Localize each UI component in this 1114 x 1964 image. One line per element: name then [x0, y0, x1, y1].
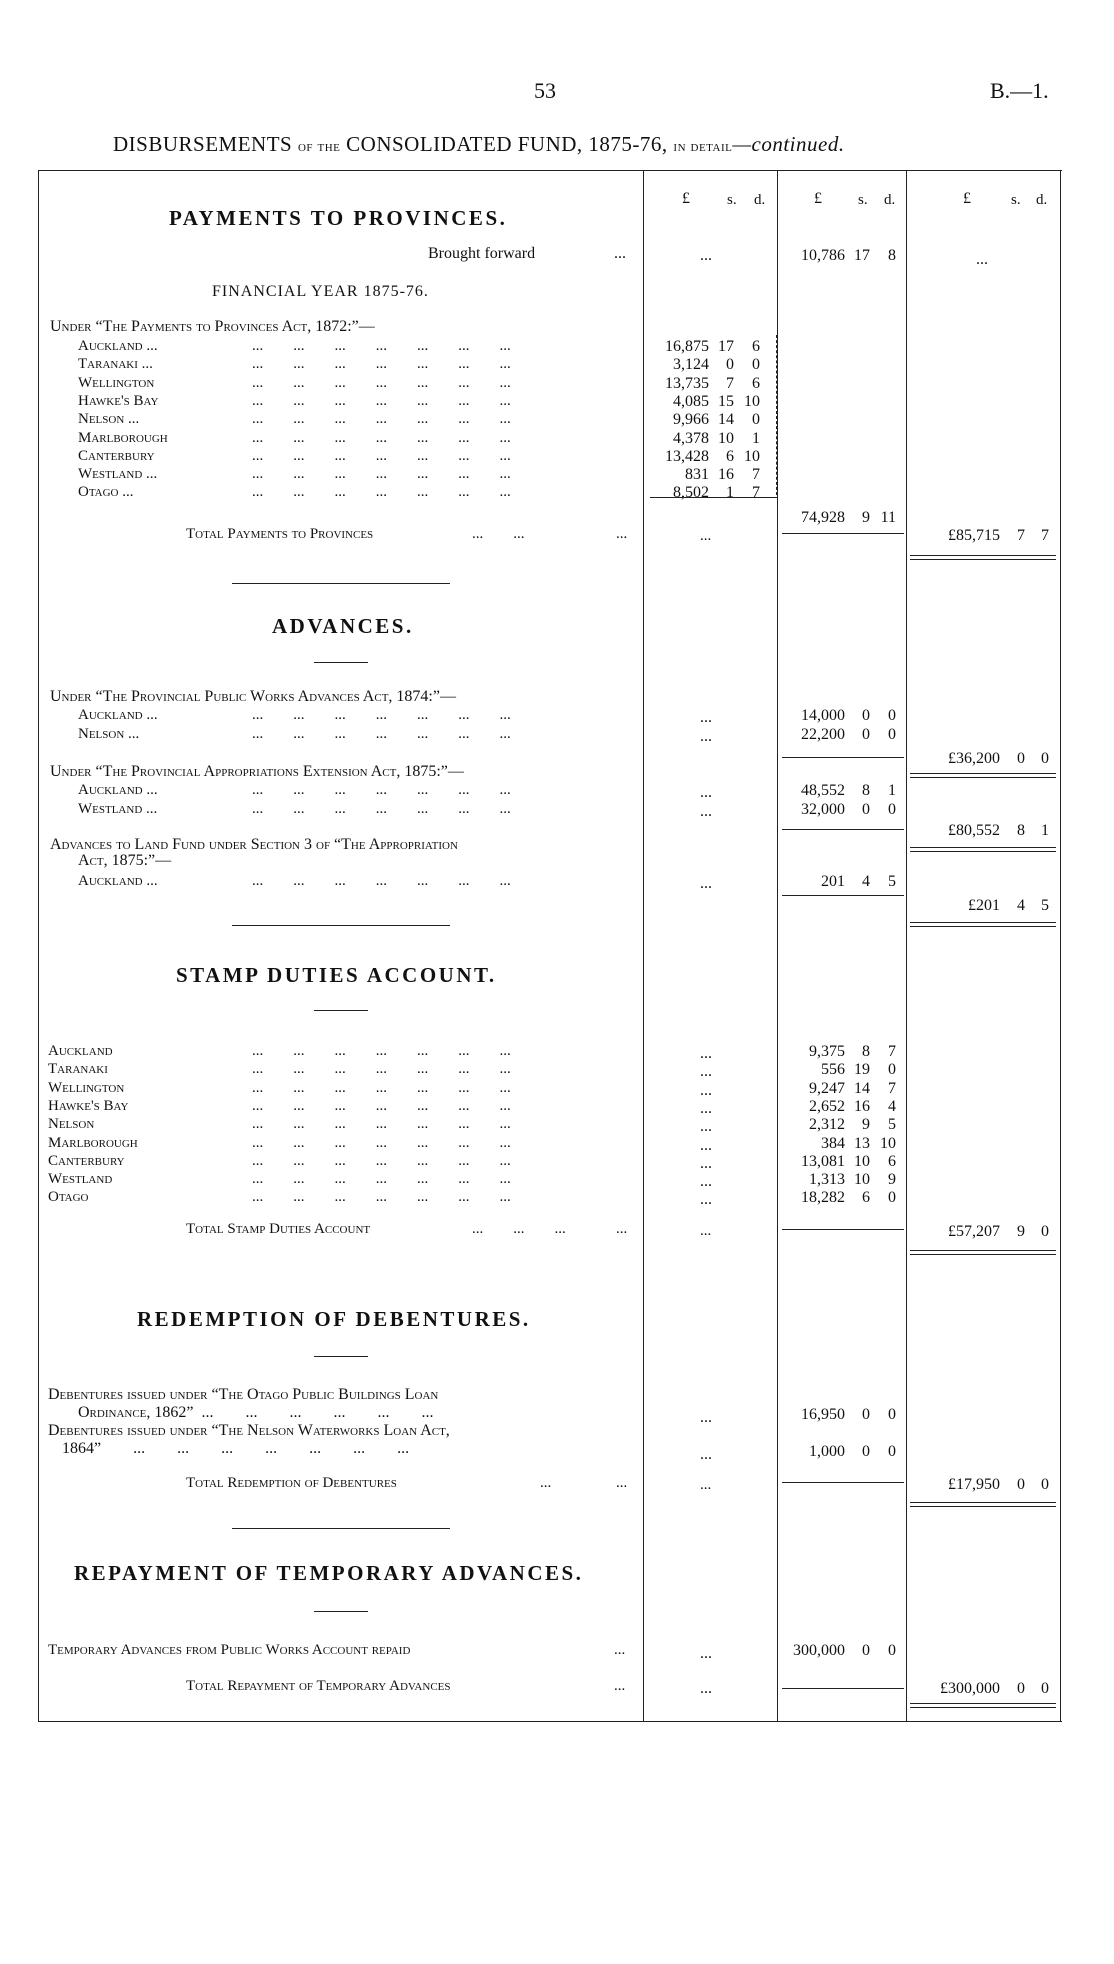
leader-dots: ... — [540, 1475, 552, 1491]
stamp-total-pence: 0 — [1041, 1223, 1049, 1240]
leader-dots: ... ... — [472, 526, 525, 542]
row-name: Auckland ... — [78, 873, 158, 889]
row-col1: ... — [700, 728, 712, 745]
amount-pence: 0 — [888, 707, 896, 724]
amount-pounds: 9,966 — [673, 411, 709, 428]
title-underline — [314, 1010, 368, 1011]
col1-shillings-header: s. — [727, 192, 737, 208]
col1-pence-header: d. — [754, 192, 766, 208]
row-col1: ... — [700, 1118, 712, 1135]
repayment-total-shillings: 0 — [1017, 1680, 1025, 1697]
province-name: Wellington — [78, 375, 155, 391]
section-title: REPAYMENT OF TEMPORARY ADVANCES. — [74, 1561, 584, 1585]
amount-pounds: 8,502 — [673, 484, 709, 501]
amount-pounds: 4,085 — [673, 393, 709, 410]
row-name: Taranaki — [48, 1061, 108, 1077]
province-subtotal-pence: 11 — [880, 509, 896, 526]
row-col1: ... — [700, 803, 712, 820]
section-divider — [232, 1528, 450, 1529]
amount-pounds: 556 — [821, 1061, 845, 1078]
page-title: DISBURSEMENTS of the CONSOLIDATED FUND, 1875-76, in detail—continued. — [113, 132, 845, 156]
advance-total1-pounds: £36,200 — [948, 750, 1000, 767]
financial-year-heading: FINANCIAL YEAR 1875-76. — [212, 283, 429, 300]
act-heading: Under “The Payments to Provinces Act, 1872:”— — [50, 318, 375, 335]
province-subtotal-pounds: 74,928 — [801, 509, 845, 526]
total-label: Total Repayment of Temporary Advances — [186, 1678, 451, 1694]
amount-pounds: 22,200 — [801, 726, 845, 743]
col2-pound-header: £ — [814, 190, 822, 207]
col3-shillings-header: s. — [1011, 192, 1021, 208]
act-heading-cont: Act, 1875:”— — [78, 852, 172, 869]
amount-pounds: 9,247 — [809, 1080, 845, 1097]
bracket-line — [776, 335, 777, 495]
title-underline — [314, 1611, 368, 1612]
amount-pounds: 16,875 — [665, 338, 709, 355]
total-rule — [782, 1688, 904, 1689]
total-label: Total Payments to Provinces — [186, 526, 374, 542]
leader-dots: ... ... ... ... ... ... ... — [252, 356, 511, 372]
row-name: Nelson — [48, 1116, 95, 1132]
row-col1: ... — [700, 1137, 712, 1154]
amount-pounds: 32,000 — [801, 801, 845, 818]
redemption-total-shillings: 0 — [1017, 1476, 1025, 1493]
leader-dots: ... ... ... ... ... ... ... — [252, 1116, 511, 1132]
amount-pence: 10 — [744, 448, 760, 465]
amount-pounds: 201 — [821, 873, 845, 890]
leader-dots: ... ... ... ... ... ... ... — [252, 1189, 511, 1205]
row-col1: ... — [700, 1173, 712, 1190]
leader-dots: ... ... ... ... ... ... ... — [252, 1135, 511, 1151]
debenture-row-2-pounds: 1,000 — [809, 1443, 845, 1460]
subtotal-rule — [650, 497, 777, 498]
amount-shillings: 14 — [718, 411, 734, 428]
province-total-shillings: 7 — [1017, 527, 1025, 544]
column-divider-3 — [906, 170, 907, 1721]
amount-pence: 4 — [888, 1098, 896, 1115]
amount-pence: 0 — [888, 1189, 896, 1206]
amount-shillings: 17 — [718, 338, 734, 355]
amount-shillings: 0 — [862, 707, 870, 724]
province-total-pounds: £85,715 — [948, 527, 1000, 544]
province-name: Taranaki ... — [78, 356, 153, 372]
double-rule — [910, 922, 1056, 927]
total-label: Total Stamp Duties Account — [186, 1221, 371, 1237]
row-col1: ... — [700, 875, 712, 892]
row-name: Wellington — [48, 1080, 125, 1096]
act-heading: Under “The Provincial Appropriations Extension Act, 1875:”— — [50, 763, 464, 780]
amount-pounds: 48,552 — [801, 782, 845, 799]
debenture-row-1-shillings: 0 — [862, 1406, 870, 1423]
amount-pence: 0 — [888, 1061, 896, 1078]
leader-dots: ... — [614, 1642, 626, 1658]
amount-pence: 6 — [752, 338, 760, 355]
amount-pounds: 2,652 — [809, 1098, 845, 1115]
amount-shillings: 0 — [726, 356, 734, 373]
repayment-total-pence: 0 — [1041, 1680, 1049, 1697]
debenture-row-1-pence: 0 — [888, 1406, 896, 1423]
debenture-row-1-pounds: 16,950 — [801, 1406, 845, 1423]
amount-pence: 6 — [888, 1153, 896, 1170]
table-right-border — [1060, 170, 1061, 1721]
repayment-row-shillings: 0 — [862, 1642, 870, 1659]
province-subtotal-shillings: 9 — [862, 509, 870, 526]
advance-total2-pounds: £80,552 — [948, 822, 1000, 839]
column-divider-1 — [643, 170, 644, 1721]
amount-pounds: 4,378 — [673, 430, 709, 447]
row-name: Auckland — [48, 1043, 113, 1059]
amount-pounds: 14,000 — [801, 707, 845, 724]
amount-pence: 7 — [752, 484, 760, 501]
total-label: Total Redemption of Debentures — [186, 1475, 397, 1491]
province-name: Marlborough — [78, 430, 168, 446]
amount-pounds: 2,312 — [809, 1116, 845, 1133]
row-name: Canterbury — [48, 1153, 125, 1169]
province-name: Nelson ... — [78, 411, 140, 427]
leader-dots: ... ... ... ... ... ... ... — [252, 873, 511, 889]
province-name: Otago ... — [78, 484, 134, 500]
brought-forward-col1: ... — [700, 247, 712, 264]
advance-total3-pence: 5 — [1041, 897, 1049, 914]
amount-pounds: 9,375 — [809, 1043, 845, 1060]
leader-dots: ... — [616, 1475, 628, 1491]
total-col1: ... — [700, 1223, 712, 1239]
amount-shillings: 7 — [726, 375, 734, 392]
amount-shillings: 9 — [862, 1116, 870, 1133]
amount-pence: 5 — [888, 873, 896, 890]
total-col1: ... — [700, 1477, 712, 1493]
amount-pence: 0 — [888, 801, 896, 818]
amount-pence: 7 — [888, 1043, 896, 1060]
total-rule — [782, 1482, 904, 1483]
leader-dots: ... ... ... ... ... ... ... — [252, 726, 511, 742]
total-col1: ... — [700, 1680, 712, 1697]
leader-dots: ... ... ... ... ... ... ... — [252, 466, 511, 482]
col2-shillings-header: s. — [858, 192, 868, 208]
stamp-total-shillings: 9 — [1017, 1223, 1025, 1240]
province-name: Hawke's Bay — [78, 393, 159, 409]
row-name: Auckland ... — [78, 707, 158, 723]
amount-pounds: 13,735 — [665, 375, 709, 392]
debenture-row-2-label-cont: 1864” ... ... ... ... ... ... ... — [62, 1440, 410, 1457]
amount-pence: 10 — [744, 393, 760, 410]
repayment-row-pounds: 300,000 — [793, 1642, 845, 1659]
table-top-border — [38, 170, 1062, 171]
amount-pence: 1 — [888, 782, 896, 799]
leader-dots: ... ... ... ... ... ... ... — [252, 1061, 511, 1077]
brought-forward-label: Brought forward — [428, 245, 536, 262]
leader-dots: ... — [616, 1221, 628, 1237]
section-title: REDEMPTION OF DEBENTURES. — [137, 1307, 531, 1331]
amount-pounds: 3,124 — [673, 356, 709, 373]
advance-total1-pence: 0 — [1041, 750, 1049, 767]
leader-dots: ... ... ... ... ... ... ... — [252, 1080, 511, 1096]
amount-shillings: 14 — [854, 1080, 870, 1097]
act-heading: Advances to Land Fund under Section 3 of “The Appropriation — [50, 836, 458, 853]
double-rule — [910, 847, 1056, 852]
row-name: Nelson ... — [78, 726, 140, 742]
amount-pence: 1 — [752, 430, 760, 447]
amount-pence: 7 — [752, 466, 760, 483]
amount-pounds: 1,313 — [809, 1171, 845, 1188]
redemption-total-pence: 0 — [1041, 1476, 1049, 1493]
repayment-row-col1: ... — [700, 1645, 712, 1662]
leader-dots: ... ... ... ... ... ... ... — [252, 1171, 511, 1187]
row-name: Hawke's Bay — [48, 1098, 129, 1114]
column-divider-2 — [777, 170, 778, 1721]
col3-pound-header: £ — [963, 190, 971, 207]
leader-dots: ... — [614, 245, 626, 262]
repayment-row-label: Temporary Advances from Public Works Account repaid — [48, 1642, 411, 1658]
col3-pence-header: d. — [1036, 192, 1048, 208]
advance-total2-pence: 1 — [1041, 822, 1049, 839]
amount-shillings: 8 — [862, 782, 870, 799]
amount-shillings: 4 — [862, 873, 870, 890]
double-rule — [910, 1250, 1056, 1255]
section-title: PAYMENTS TO PROVINCES. — [169, 206, 508, 230]
leader-dots: ... ... ... ... ... ... ... — [252, 707, 511, 723]
brought-forward-col3: ... — [976, 251, 988, 268]
debenture-row-1-col1: ... — [700, 1409, 712, 1426]
subtotal-rule — [782, 757, 904, 758]
amount-shillings: 16 — [854, 1098, 870, 1115]
section-title: STAMP DUTIES ACCOUNT. — [176, 963, 497, 987]
leader-dots: ... ... ... ... ... ... ... — [252, 448, 511, 464]
row-name: Marlborough — [48, 1135, 138, 1151]
amount-shillings: 10 — [854, 1153, 870, 1170]
table-left-border — [38, 170, 39, 1721]
subtotal-rule — [782, 829, 904, 830]
act-heading: Under “The Provincial Public Works Advances Act, 1874:”— — [50, 688, 456, 705]
total-rule — [782, 533, 904, 534]
leader-dots: ... ... ... ... ... ... ... — [252, 1043, 511, 1059]
leader-dots: ... ... ... ... ... ... ... — [252, 430, 511, 446]
amount-pounds: 831 — [685, 466, 709, 483]
amount-pence: 0 — [888, 726, 896, 743]
amount-shillings: 16 — [718, 466, 734, 483]
double-rule — [910, 1502, 1056, 1507]
amount-pence: 0 — [752, 411, 760, 428]
row-name: Auckland ... — [78, 782, 158, 798]
row-col1: ... — [700, 1045, 712, 1062]
leader-dots: ... ... ... ... ... ... ... — [252, 411, 511, 427]
double-rule — [910, 555, 1056, 560]
leader-dots: ... ... ... ... ... ... ... — [252, 338, 511, 354]
leader-dots: ... ... ... ... ... ... ... — [252, 484, 511, 500]
brought-forward-shillings: 17 — [854, 247, 870, 264]
leader-dots: ... ... ... ... ... ... ... — [252, 1098, 511, 1114]
brought-forward-pounds: 10,786 — [801, 247, 845, 264]
total-rule — [782, 1229, 904, 1230]
row-name: Westland ... — [78, 801, 158, 817]
table-bottom-border — [38, 1721, 1062, 1722]
leader-dots: ... ... ... ... ... ... ... — [252, 393, 511, 409]
amount-shillings: 0 — [862, 726, 870, 743]
amount-shillings: 8 — [862, 1043, 870, 1060]
brought-forward-pence: 8 — [888, 247, 896, 264]
amount-pounds: 13,428 — [665, 448, 709, 465]
row-col1: ... — [700, 1082, 712, 1099]
amount-shillings: 19 — [854, 1061, 870, 1078]
amount-pence: 6 — [752, 375, 760, 392]
col2-pence-header: d. — [884, 192, 896, 208]
debenture-row-1-label: Debentures issued under “The Otago Public Buildings Loan — [48, 1386, 439, 1403]
double-rule — [910, 773, 1056, 778]
advance-total3-shillings: 4 — [1017, 897, 1025, 914]
section-divider — [232, 583, 450, 584]
leader-dots: ... — [616, 526, 628, 542]
advance-total1-shillings: 0 — [1017, 750, 1025, 767]
subtotal-rule — [782, 895, 904, 896]
leader-dots: ... ... ... ... ... ... ... — [252, 1153, 511, 1169]
amount-shillings: 0 — [862, 801, 870, 818]
province-name: Auckland ... — [78, 338, 158, 354]
amount-shillings: 1 — [726, 484, 734, 501]
advance-total2-shillings: 8 — [1017, 822, 1025, 839]
advance-total3-pounds: £201 — [968, 897, 1000, 914]
page-number: 53 — [534, 78, 556, 103]
row-name: Otago — [48, 1189, 89, 1205]
debenture-row-2-pence: 0 — [888, 1443, 896, 1460]
province-name: Westland ... — [78, 466, 158, 482]
section-divider — [232, 925, 450, 926]
amount-pence: 9 — [888, 1171, 896, 1188]
amount-pounds: 384 — [821, 1135, 845, 1152]
row-col1: ... — [700, 784, 712, 801]
leader-dots: ... ... ... ... ... ... ... — [252, 801, 511, 817]
leader-dots: ... ... ... — [472, 1221, 566, 1237]
amount-pence: 5 — [888, 1116, 896, 1133]
row-name: Westland — [48, 1171, 113, 1187]
repayment-row-pence: 0 — [888, 1642, 896, 1659]
leader-dots: ... ... ... ... ... ... ... — [252, 375, 511, 391]
leader-dots: ... ... ... ... ... ... ... — [252, 782, 511, 798]
title-underline — [314, 1356, 368, 1357]
section-title: ADVANCES. — [272, 614, 414, 638]
double-rule — [910, 1703, 1056, 1708]
debenture-row-2-shillings: 0 — [862, 1443, 870, 1460]
document-reference: B.—1. — [990, 78, 1049, 103]
repayment-total-pounds: £300,000 — [940, 1680, 1000, 1697]
amount-pence: 0 — [752, 356, 760, 373]
redemption-total-pounds: £17,950 — [948, 1476, 1000, 1493]
amount-shillings: 15 — [718, 393, 734, 410]
debenture-row-2-col1: ... — [700, 1446, 712, 1463]
leader-dots: ... — [614, 1678, 626, 1694]
amount-shillings: 6 — [862, 1189, 870, 1206]
col1-pound-header: £ — [682, 190, 690, 207]
amount-shillings: 13 — [854, 1135, 870, 1152]
amount-shillings: 10 — [718, 430, 734, 447]
row-col1: ... — [700, 1063, 712, 1080]
debenture-row-2-label: Debentures issued under “The Nelson Waterworks Loan Act, — [48, 1422, 450, 1439]
amount-pence: 10 — [880, 1135, 896, 1152]
row-col1: ... — [700, 1191, 712, 1208]
title-underline — [314, 662, 368, 663]
debenture-row-1-label-cont: Ordinance, 1862” ... ... ... ... ... ... — [78, 1404, 434, 1421]
amount-pounds: 18,282 — [801, 1189, 845, 1206]
province-name: Canterbury — [78, 448, 155, 464]
row-col1: ... — [700, 1155, 712, 1172]
province-total-pence: 7 — [1041, 527, 1049, 544]
amount-shillings: 10 — [854, 1171, 870, 1188]
total-col1: ... — [700, 528, 712, 544]
row-col1: ... — [700, 1100, 712, 1117]
amount-shillings: 6 — [726, 448, 734, 465]
stamp-total-pounds: £57,207 — [948, 1223, 1000, 1240]
amount-pounds: 13,081 — [801, 1153, 845, 1170]
row-col1: ... — [700, 709, 712, 726]
amount-pence: 7 — [888, 1080, 896, 1097]
